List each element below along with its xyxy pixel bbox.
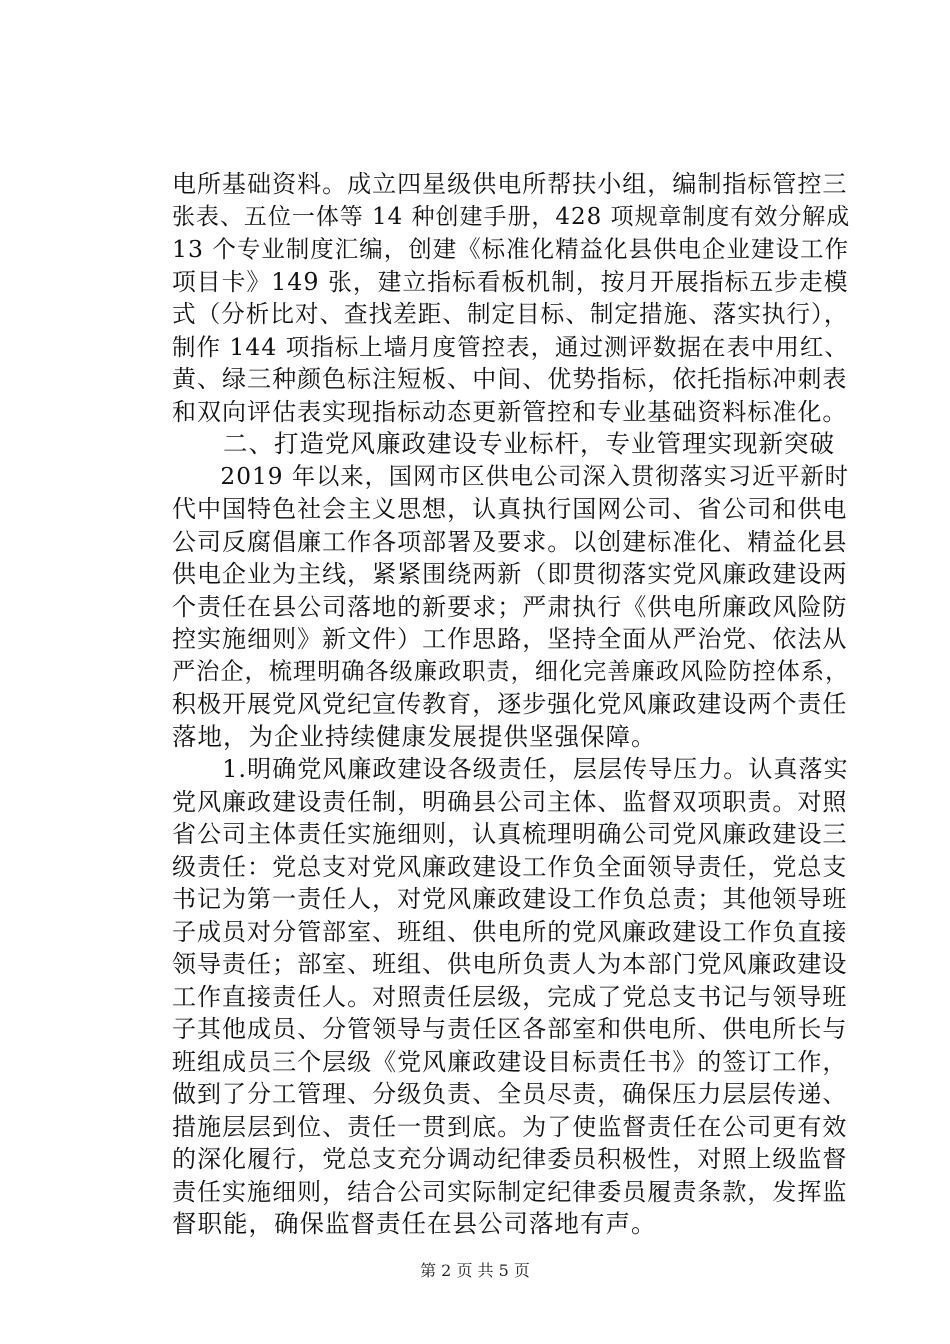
text-line: 级责任：党总支对党风廉政建设工作负全面领导责任，党总支 [172, 852, 848, 881]
text-line: 省公司主体责任实施细则，认真梳理明确公司党风廉政建设三 [172, 820, 848, 848]
text-line: 13 个专业制度汇编，创建《标准化精益化县供电企业建设工作 [172, 235, 849, 263]
text-line: 供电企业为主线，紧紧围绕两新（即贯彻落实党风廉政建设两 [172, 560, 848, 588]
document-body [172, 168, 851, 1241]
text-line: 积极开展党风党纪宣传教育，逐步强化党风廉政建设两个责任 [172, 690, 848, 718]
text-line: 二、打造党风廉政建设专业标杆，专业管理实现新突破 [172, 429, 835, 458]
text-line: 张表、五位一体等 14 种创建手册，428 项规章制度有效分解成 [172, 203, 851, 230]
text-line: 和双向评估表实现指标动态更新管控和专业基础资料标准化。 [172, 397, 848, 426]
text-line: 项目卡》149 张，建立指标看板机制，按月开展指标五步走模 [172, 267, 849, 296]
text-line: 式（分析比对、查找差距、制定目标、制定措施、落实执行）， [172, 300, 849, 328]
text-line: 严治企，梳理明确各级廉政职责，细化完善廉政风险防控体系， [172, 657, 850, 685]
text-line: 2019 年以来，国网市区供电公司深入贯彻落实习近平新时 [172, 462, 849, 490]
text-line: 公司反腐倡廉工作各项部署及要求。以创建标准化、精益化县 [172, 527, 848, 556]
text-line: 党风廉政建设责任制，明确县公司主体、监督双项职责。对照 [172, 787, 848, 816]
text-line: 的深化履行，党总支充分调动纪律委员积极性，对照上级监督 [172, 1145, 848, 1173]
text-line: 子其他成员、分管领导与责任区各部室和供电所、供电所长与 [172, 1015, 848, 1043]
text-line: 督职能，确保监督责任在县公司落地有声。 [172, 1209, 657, 1238]
text-line: 制作 144 项指标上墙月度管控表，通过测评数据在表中用红、 [172, 332, 849, 361]
text-line: 责任实施细则，结合公司实际制定纪律委员履责条款，发挥监 [172, 1177, 848, 1206]
text-line: 电所基础资料。成立四星级供电所帮扶小组，编制指标管控三 [172, 170, 848, 198]
text-line: 控实施细则》新文件）工作思路，坚持全面从严治党、依法从 [172, 625, 848, 653]
page-footer: 第 2 页 共 5 页 [420, 1261, 530, 1280]
text-line: 工作直接责任人。对照责任层级，完成了党总支书记与领导班 [172, 982, 848, 1011]
text-line: 领导责任；部室、班组、供电所负责人为本部门党风廉政建设 [172, 950, 848, 978]
text-line: 黄、绿三种颜色标注短板、中间、优势指标，依托指标冲刺表 [172, 365, 848, 393]
text-line: 落地，为企业持续健康发展提供坚强保障。 [172, 721, 657, 751]
text-line: 措施层层到位、责任一贯到底。为了使监督责任在公司更有效 [172, 1112, 848, 1141]
text-line: 代中国特色社会主义思想，认真执行国网公司、省公司和供电 [172, 495, 848, 523]
text-line: 做到了分工管理、分级负责、全员尽责，确保压力层层传递、 [172, 1080, 848, 1108]
text-line: 个责任在县公司落地的新要求；严肃执行《供电所廉政风险防 [172, 592, 848, 621]
text-line: 班组成员三个层级《党风廉政建设目标责任书》的签订工作， [172, 1047, 848, 1076]
text-line: 1.明确党风廉政建设各级责任，层层传导压力。认真落实 [172, 755, 849, 783]
text-line: 子成员对分管部室、班组、供电所的党风廉政建设工作负直接 [172, 917, 848, 946]
text-line: 书记为第一责任人，对党风廉政建设工作负总责；其他领导班 [172, 885, 848, 913]
